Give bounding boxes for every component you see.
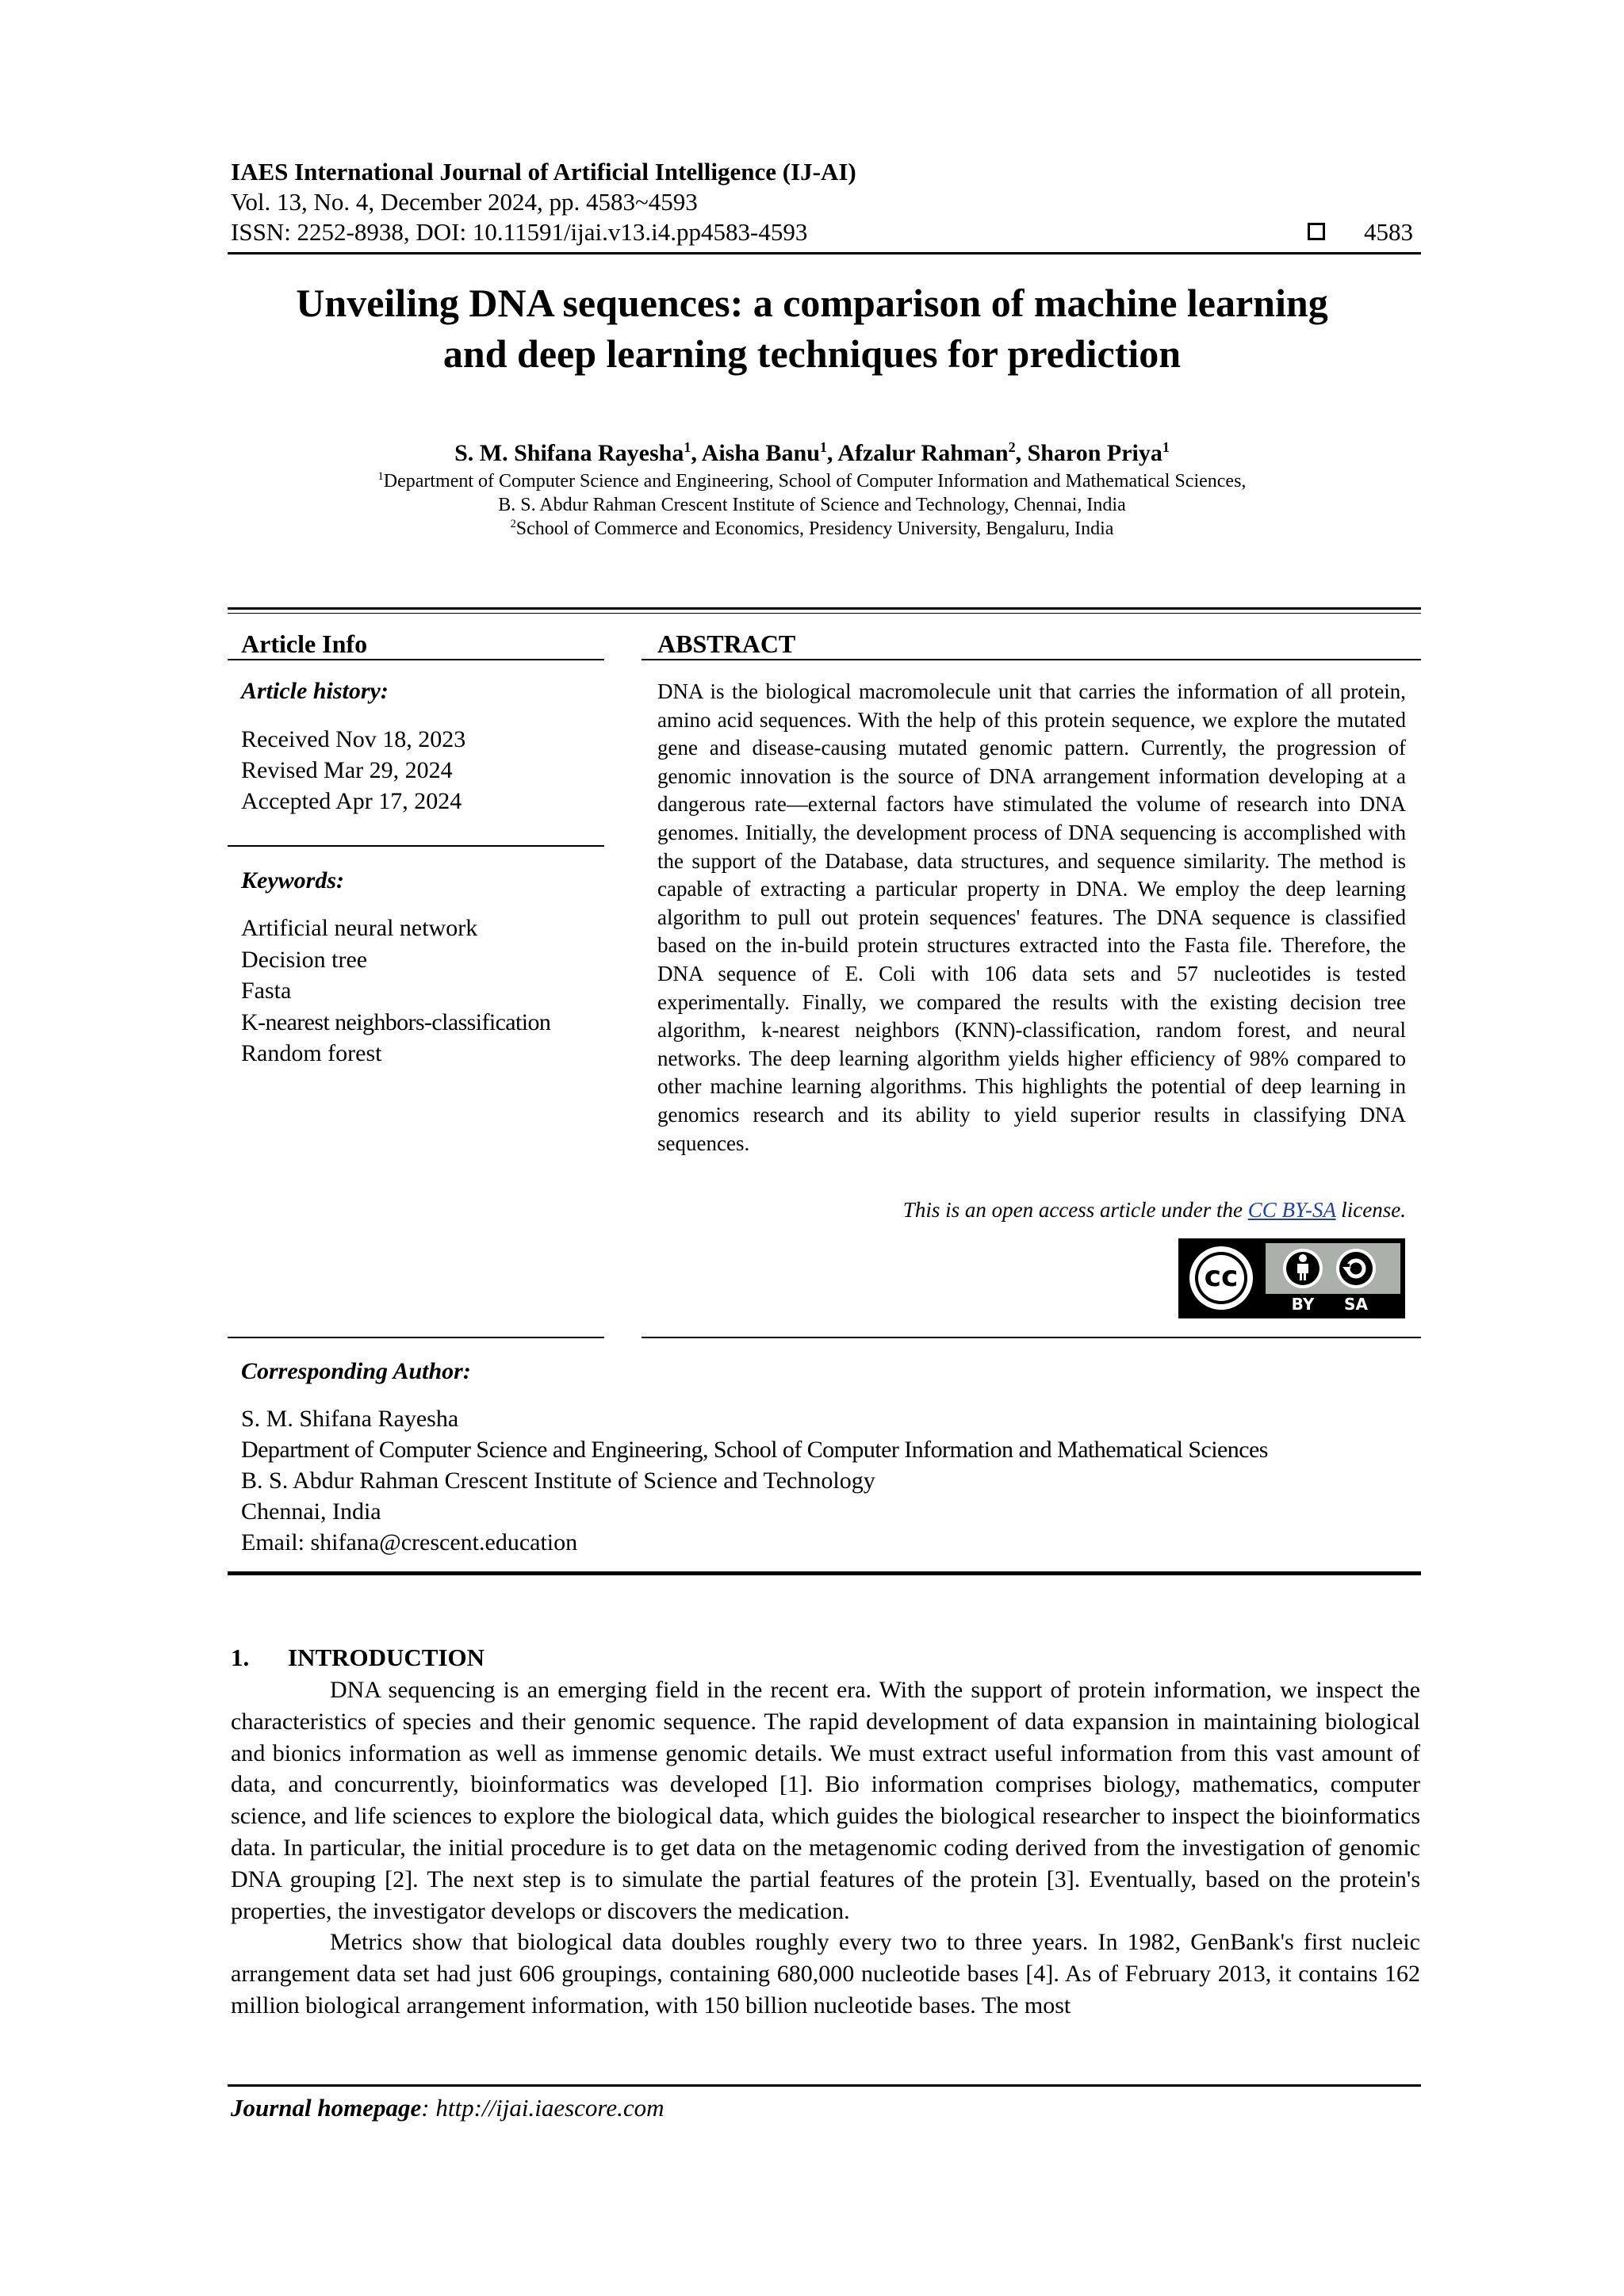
corresponding-name: S. M. Shifana Rayesha — [241, 1406, 459, 1432]
paper-title — [159, 277, 1465, 379]
abstract-bottom-rule — [642, 1337, 1421, 1338]
history-received: Received Nov 18, 2023 — [241, 726, 466, 752]
share-alike-icon — [1336, 1249, 1376, 1288]
keyword: K-nearest neighbors-classification — [241, 1008, 551, 1035]
author-list — [159, 438, 1465, 469]
cc-by-sa-badge[interactable] — [1178, 1238, 1405, 1318]
sa-label: SA — [1344, 1295, 1368, 1314]
corresponding-institute: B. S. Abdur Rahman Crescent Institute of Science and Technology — [241, 1468, 875, 1494]
corresponding-author-heading: Corresponding Author: — [241, 1358, 471, 1384]
footer-url[interactable]: : http://ijai.iaescore.com — [421, 2094, 665, 2122]
keyword: Artificial neural network — [241, 915, 478, 941]
author: Afzalur Rahman$^2$, — [837, 439, 1028, 466]
keyword: Fasta — [241, 978, 292, 1004]
keywords-rule — [228, 1337, 604, 1338]
corresponding-author-details — [241, 1403, 1268, 1558]
introduction-body — [231, 1674, 1420, 2022]
info-box-bottom-rule — [228, 1571, 1421, 1575]
keyword: Random forest — [241, 1040, 382, 1066]
journal-issn: ISSN: 2252-8938, DOI: 10.11591/ijai.v13.i4.pp4583-4593 — [231, 218, 808, 246]
article-history-list — [241, 724, 465, 817]
keywords-list — [241, 913, 550, 1070]
author: S. M. Shifana Rayesha$^1$, — [454, 439, 702, 466]
abstract-text: DNA is the biological macromolecule unit that carries the information of all protein, amino acid sequences. With the help of this protein sequence, we explore the mutated gene and disease-causing mutated genomic pattern. Currently, the progression of genomic innovation is the source of DNA arrangement information developing at a dangerous rate—external factors have stimulated the volume of research into DNA genomes. Initially, the development process of DNA sequencing is accomplished with the support of the Database, data structures, and sequence similarity. The method is capable of extracting a particular property in DNA. We employ the deep learning algorithm to pull out protein sequences' features. The DNA sequence is classified based on the in-build protein structures extracted into the Fasta file. Therefore, the DNA sequence of E. Coli with 106 data sets and 57 nucleotides is tested experimentally. Finally, we compared the results with the existing decision tree algorithm, k-nearest neighbors (KNN)-classification, random forest, and neural networks. The deep learning algorithm yields higher efficiency of 98% compared to other machine learning algorithms. This highlights the potential of deep learning in genomics research and its ability to yield superior results in classifying DNA sequences. — [657, 679, 1406, 1155]
keywords-heading: Keywords: — [241, 867, 344, 894]
author: Sharon Priya$^1$ — [1027, 439, 1170, 466]
abstract-rule — [642, 659, 1421, 660]
affiliation-list — [159, 469, 1465, 541]
history-revised: Revised Mar 29, 2024 — [241, 757, 453, 783]
section-number: 1. — [231, 1644, 250, 1671]
article-info-rule — [228, 659, 604, 660]
paragraph: DNA sequencing is an emerging field in the recent era. With the support of protein information, we inspect the characteristics of species and their genomic sequence. The rapid development of data expansion in maintaining biological and bionics information as well as immense genomic details. We must extract useful information from this vast amount of data, and concurrently, bioinformatics was developed [1]. Bio information comprises biology, mathematics, computer science, and life sciences to explore the biological data, which guides the biological researcher to inspect the bioinformatics data. In particular, the initial procedure is to get data on the metagenomic coding derived from the investigation of genomic DNA grouping [2]. The next step is to simulate the partial features of the protein [3]. Eventually, based on the protein's properties, the investigator develops or discovers the medication. — [231, 1677, 1420, 1924]
article-history-heading: Article history: — [241, 678, 389, 704]
header-rule — [228, 252, 1421, 254]
license-statement: This is an open access article under the CC BY-SA license. — [902, 1198, 1406, 1222]
square-icon — [1308, 223, 1325, 240]
title-line-2: and deep learning techniques for prediction — [442, 331, 1182, 376]
journal-name: IAES International Journal of Artificial Intelligence (IJ-AI) — [231, 158, 856, 186]
affiliation: $^2$School of Commerce and Economics, Presidency University, Bengaluru, India — [510, 518, 1114, 539]
affiliation: B. S. Abdur Rahman Crescent Institute of Science and Technology, Chennai, India — [498, 495, 1126, 515]
section-title: INTRODUCTION — [288, 1644, 485, 1671]
keyword: Decision tree — [241, 946, 368, 973]
journal-homepage — [231, 2093, 664, 2123]
license-link[interactable]: CC BY-SA — [1247, 1198, 1336, 1222]
cc-label: cc — [1204, 1261, 1239, 1293]
affiliation: $^1$Department of Computer Science and Engineering, School of Computer Information and Mathematical Sciences, — [377, 470, 1247, 492]
corresponding-email: Email: shifana@crescent.education — [241, 1529, 578, 1556]
by-label: BY — [1291, 1295, 1315, 1314]
paragraph: Metrics show that biological data doubles roughly every two to three years. In 1982, GenBank's first nucleic arrangement data set had just 606 groupings, containing 680,000 nucleotide bases [4]. As of February 2013, it contains 162 million biological arrangement information, with 150 billion nucleotide bases. The most — [231, 1929, 1420, 2019]
abstract-heading: ABSTRACT — [657, 629, 796, 658]
title-line-1: Unveiling DNA sequences: a comparison of machine learning — [296, 281, 1328, 325]
info-box-top-rule — [228, 607, 1421, 610]
corresponding-location: Chennai, India — [241, 1498, 381, 1525]
introduction-heading — [231, 1643, 485, 1673]
footer-rule — [228, 2084, 1421, 2087]
page-number: 4583 — [1364, 218, 1413, 246]
author: Aisha Banu$^1$, — [701, 439, 838, 466]
article-info-heading: Article Info — [241, 629, 368, 658]
history-accepted: Accepted Apr 17, 2024 — [241, 788, 462, 814]
journal-volume: Vol. 13, No. 4, December 2024, pp. 4583~4593 — [231, 188, 698, 216]
person-icon — [1283, 1249, 1323, 1288]
corresponding-department: Department of Computer Science and Engineering, School of Computer Information and Mathematical Sciences — [241, 1437, 1268, 1463]
footer-label: Journal homepage — [231, 2094, 422, 2122]
info-box-top-rule-thin — [228, 613, 1421, 614]
history-rule — [228, 845, 604, 847]
